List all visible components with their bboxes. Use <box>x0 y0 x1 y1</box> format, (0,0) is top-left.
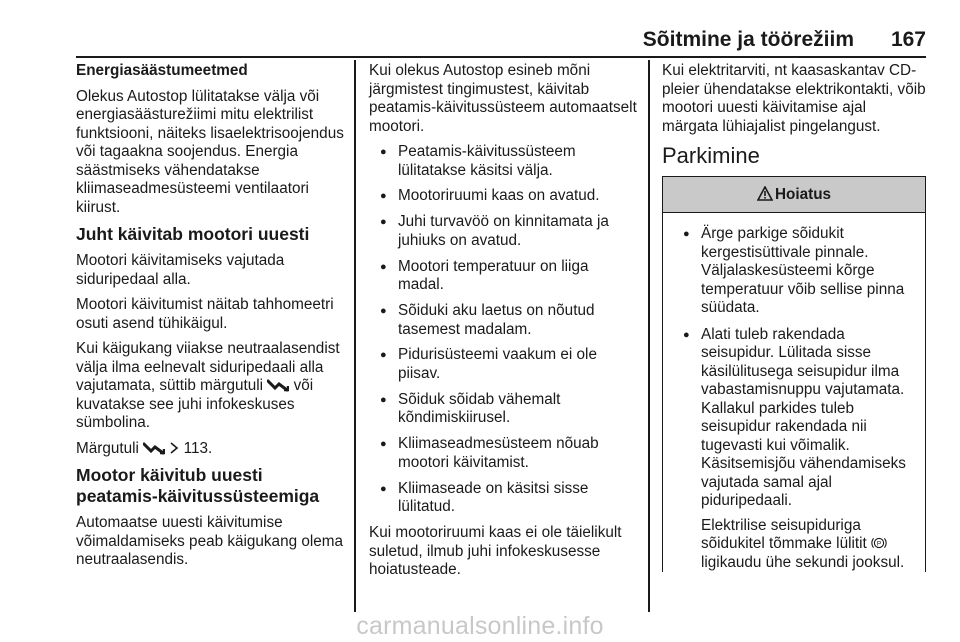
page-header <box>76 28 926 54</box>
list-item: ● Ärge parkige sõidukit kergestisüttivale pinnale. Väljalaskesüsteemi kõrge temperatuur võib sellise pinna süüdata. <box>672 225 915 318</box>
paragraph-voltage-drop: Kui elektritarviti, nt kaasaskantav CD-pleier ühendatakse elektrikontakti, võib mootori uuesti käivitamise ajal märgata lühiajalist pingelangust. <box>662 62 926 135</box>
chapter-title: Sõitmine ja töörežiim <box>642 28 854 51</box>
paragraph-driver-restart-3 <box>76 340 344 433</box>
paragraph-indicator-reference <box>76 440 344 459</box>
heading-driver-restart: Juht käivitab mootori uuesti <box>76 224 310 244</box>
paragraph-stop-start-restart: Automaatse uuesti käivitumise võimaldamiseks peab käigukang olema neutraalasendis. <box>76 514 343 568</box>
warning-bullet-2-text: Alati tuleb rakendada seisupidur. Lülitada sisse käsilülitusega seisupidur ilma vabastamisnuppu vajutamata. Kallakul parkides tuleb seisupidur rakendada nii tugevasti kui võimalik. Käsitsemisjõu vähendamiseks vajutada samal ajal piduripedaali. <box>701 325 906 509</box>
heading-stop-start-restart: Mootor käivitub uuesti peatamis-käivitussüsteemiga <box>76 465 320 506</box>
warning-list <box>672 225 915 572</box>
paragraph-driver-restart-3-text-a: Kui käigukang viiakse neutraalasendist välja ilma eelnevalt siduripedaali alla vajutamata, süttib märgutuli <box>76 340 340 394</box>
warning-sub-text-b: ligikaudu ühe sekundi jooksul. <box>701 553 905 571</box>
warning-title: Hoiatus <box>774 186 832 203</box>
column-1 <box>76 62 344 577</box>
indicator-reference-page[interactable]: 113. <box>183 439 213 457</box>
list-item: ● Mootoriruumi kaas on avatud. <box>369 187 637 206</box>
header-rule <box>76 56 926 58</box>
warning-subparagraph <box>701 517 915 573</box>
column-3 <box>662 62 926 580</box>
warning-body <box>663 213 925 572</box>
page-number: 167 <box>890 28 926 51</box>
heading-parking: Parkimine <box>662 143 760 168</box>
column-divider-1 <box>354 60 356 612</box>
paragraph-driver-restart-3-text-b: või kuvatakse see juhi infokeskuses sümbolina. <box>76 377 314 431</box>
indicator-reference-label: Märgutuli <box>76 439 139 457</box>
watermark: carmanualsonline.info <box>356 612 604 640</box>
list-item: ● Juhi turvavöö on kinnitamata ja juhiuks on avatud. <box>369 213 637 250</box>
list-item: ● Peatamis-käivitussüsteem lülitatakse käsitsi välja. <box>369 143 637 180</box>
list-item: ● Pidurisüsteemi vaakum ei ole piisav. <box>369 346 637 383</box>
column-2 <box>369 62 637 587</box>
paragraph-energy-saving: Olekus Autostop lülitatakse välja või energiasäästurežiimi mitu elektrilist funktsiooni, näiteks lisaelektrisoojendus või tagaakna soojendus. Energia säästmiseks vähendatakse kliimaseadmesüsteemi ventilaatori kiirust. <box>76 87 344 216</box>
list-item: ● Kliimaseadmesüsteem nõuab mootori käivitamist. <box>369 435 637 472</box>
list-item <box>672 326 915 573</box>
list-item: ● Sõiduki aku laetus on nõutud tasemest madalam. <box>369 302 637 339</box>
tachometer-warning-icon <box>143 441 165 455</box>
warning-header <box>663 177 925 213</box>
autostop-conditions-list <box>369 143 637 517</box>
svg-text:P: P <box>876 540 882 548</box>
paragraph-autostop-conditions: Kui olekus Autostop esineb mõni järgmistest tingimustest, käivitab peatamis-käivitussüsteem automaatselt mootori. <box>369 62 637 135</box>
column-divider-2 <box>648 60 650 612</box>
warning-sub-text-a: Elektrilise seisupiduriga sõidukitel tõmmake lülitit <box>701 516 867 552</box>
paragraph-hood-warning: Kui mootoriruumi kaas ei ole täielikult suletud, ilmub juhi infokeskusesse hoiatusteade. <box>369 524 622 579</box>
warning-box <box>662 176 926 572</box>
paragraph-driver-restart-1: Mootori käivitamiseks vajutada siduripedaal alla. <box>76 252 285 288</box>
list-item: ● Kliimaseade on käsitsi sisse lülitatud. <box>369 480 637 517</box>
page-reference-arrow-icon[interactable] <box>169 442 179 454</box>
list-item: ● Mootori temperatuur on liiga madal. <box>369 258 637 295</box>
list-item: ● Sõiduk sõidab vähemalt kõndimiskiirusel. <box>369 391 637 428</box>
paragraph-driver-restart-2: Mootori käivitumist näitab tahhomeetri osuti asend tühikäigul. <box>76 296 334 332</box>
warning-triangle-icon <box>757 186 773 201</box>
parking-brake-icon <box>871 535 887 551</box>
heading-energy-saving: Energiasäästumeetmed <box>76 62 248 79</box>
tachometer-warning-icon <box>267 378 289 392</box>
